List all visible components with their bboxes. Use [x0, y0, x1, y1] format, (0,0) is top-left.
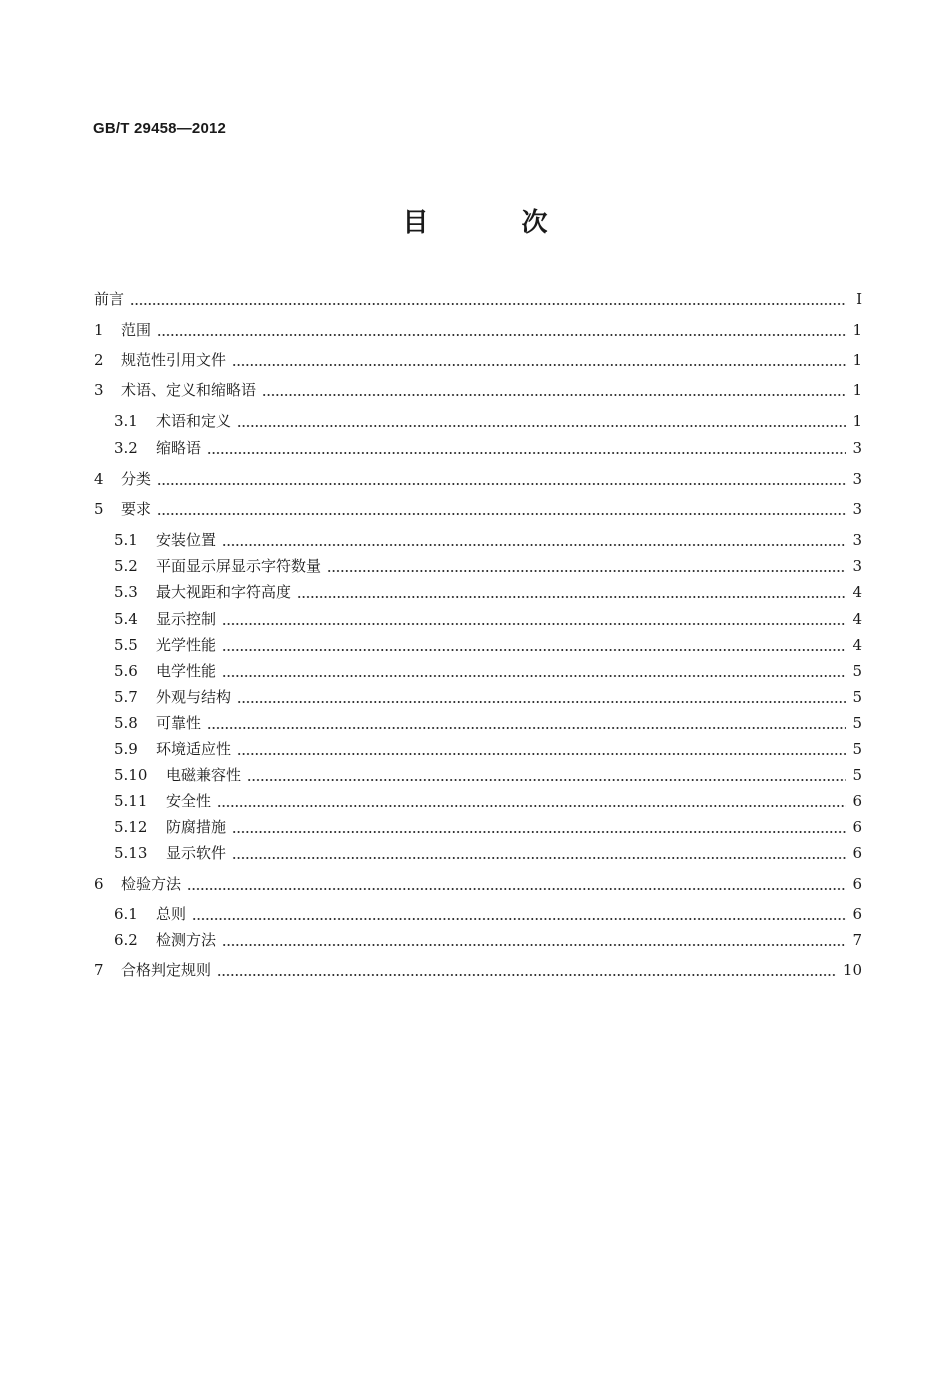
toc-entry[interactable] [94, 378, 862, 400]
toc-entry-number: 5.6 [114, 662, 138, 680]
toc-entry-page-number: 6 [852, 905, 862, 923]
toc-entry[interactable] [114, 685, 862, 707]
toc-entry[interactable] [114, 580, 862, 602]
dot-leader [232, 857, 846, 859]
dot-leader [187, 888, 846, 890]
toc-entry-number: 5.10 [114, 766, 148, 784]
toc-entry[interactable] [114, 737, 862, 759]
toc-entry-number: 3 [94, 381, 104, 399]
toc-entry[interactable] [94, 958, 862, 980]
toc-entry-label: 合格判定规则 [121, 961, 212, 979]
toc-entry[interactable] [114, 659, 862, 681]
standard-code: GB/T 29458—2012 [93, 120, 227, 137]
toc-entry-label: 外观与结构 [156, 688, 232, 706]
toc-entry-page-number: 3 [852, 557, 862, 575]
toc-entry-page-number: Ⅰ [856, 290, 862, 308]
toc-entry[interactable] [94, 318, 862, 340]
dot-leader [207, 727, 846, 729]
toc-entry-label: 防腐措施 [166, 818, 227, 836]
toc-entry-label: 安全性 [166, 792, 212, 810]
dot-leader [192, 918, 846, 920]
toc-entry-number: 6.1 [114, 905, 138, 923]
toc-entry[interactable] [114, 409, 862, 431]
toc-entry-page-number: 7 [852, 931, 862, 949]
toc-entry-number: 6 [94, 875, 104, 893]
dot-leader [217, 805, 846, 807]
dot-leader [222, 675, 846, 677]
toc-entry[interactable] [94, 872, 862, 894]
toc-entry-page-number: 6 [852, 818, 862, 836]
dot-leader [130, 303, 846, 305]
toc-entry-number: 6.2 [114, 931, 138, 949]
toc-entry-number: 5.7 [114, 688, 138, 706]
dot-leader [237, 701, 846, 703]
toc-entry[interactable] [94, 348, 862, 370]
toc-entry-label: 光学性能 [156, 636, 217, 654]
toc-entry-label: 安装位置 [156, 531, 217, 549]
toc-entry-page-number: 1 [852, 351, 862, 369]
toc-entry[interactable] [114, 763, 862, 785]
toc-entry-page-number: 5 [852, 766, 862, 784]
toc-entry-label: 要求 [121, 500, 152, 518]
toc-entry-number: 4 [94, 470, 104, 488]
dot-leader [222, 944, 846, 946]
toc-entry-label: 范围 [121, 321, 152, 339]
toc-entry-number: 5.4 [114, 610, 138, 628]
toc-entry-number: 5.11 [114, 792, 148, 810]
toc-entry-label: 缩略语 [156, 439, 202, 457]
dot-leader [207, 452, 846, 454]
toc-entry-number: 5.1 [114, 531, 138, 549]
dot-leader [247, 779, 846, 781]
toc-entry-label: 环境适应性 [156, 740, 232, 758]
toc-entry[interactable] [114, 841, 862, 863]
dot-leader [157, 513, 846, 515]
toc-entry-page-number: 1 [852, 412, 862, 430]
toc-entry-number: 2 [94, 351, 104, 369]
toc-entry-number: 5.2 [114, 557, 138, 575]
toc-entry[interactable] [114, 902, 862, 924]
dot-leader [222, 623, 846, 625]
toc-entry-number: 1 [94, 321, 104, 339]
dot-leader [297, 596, 846, 598]
toc-entry-page-number: 4 [852, 583, 862, 601]
toc-entry-number: 3.1 [114, 412, 138, 430]
toc-entry[interactable] [114, 633, 862, 655]
dot-leader [237, 753, 846, 755]
dot-leader [222, 544, 846, 546]
dot-leader [222, 649, 846, 651]
toc-entry[interactable] [114, 436, 862, 458]
toc-entry-number: 3.2 [114, 439, 138, 457]
toc-entry[interactable] [114, 528, 862, 550]
toc-entry[interactable] [114, 789, 862, 811]
dot-leader [232, 831, 846, 833]
toc-entry-label: 检验方法 [121, 875, 182, 893]
page-title: 目 次 [402, 208, 590, 238]
toc-entry-label: 检测方法 [156, 931, 217, 949]
toc-entry-page-number: 6 [852, 875, 862, 893]
toc-entry-number: 5.3 [114, 583, 138, 601]
toc-entry[interactable] [114, 928, 862, 950]
toc-entry-label: 可靠性 [156, 714, 202, 732]
toc-entry-number: 5.5 [114, 636, 138, 654]
toc-entry-page-number: 3 [852, 500, 862, 518]
dot-leader [262, 394, 846, 396]
toc-entry-label: 规范性引用文件 [121, 351, 227, 369]
toc-entry-page-number: 6 [852, 844, 862, 862]
toc-entry-page-number: 5 [852, 688, 862, 706]
toc-entry[interactable] [94, 287, 862, 309]
toc-entry-label: 术语和定义 [156, 412, 232, 430]
dot-leader [237, 425, 846, 427]
dot-leader [157, 334, 846, 336]
toc-entry-page-number: 3 [852, 439, 862, 457]
toc-entry-label: 分类 [121, 470, 152, 488]
toc-entry-number: 5.9 [114, 740, 138, 758]
toc-entry-number: 5 [94, 500, 104, 518]
toc-entry-label: 显示软件 [166, 844, 227, 862]
toc-entry-label: 电学性能 [156, 662, 217, 680]
toc-entry-page-number: 1 [852, 381, 862, 399]
toc-entry-page-number: 4 [852, 636, 862, 654]
toc-entry-page-number: 5 [852, 740, 862, 758]
toc-entry[interactable] [114, 711, 862, 733]
toc-entry[interactable] [114, 815, 862, 837]
toc-entry[interactable] [114, 607, 862, 629]
toc-entry[interactable] [94, 497, 862, 519]
toc-entry-page-number: 6 [852, 792, 862, 810]
toc-entry-page-number: 1 [852, 321, 862, 339]
toc-entry-page-number: 3 [852, 531, 862, 549]
toc-entry-label: 最大视距和字符高度 [156, 583, 292, 601]
toc-entry-label: 显示控制 [156, 610, 217, 628]
dot-leader [232, 364, 846, 366]
toc-entry-number: 5.13 [114, 844, 148, 862]
toc-entry-page-number: 4 [852, 610, 862, 628]
dot-leader [327, 570, 846, 572]
toc-entry-number: 5.12 [114, 818, 148, 836]
dot-leader [157, 483, 846, 485]
toc-entry[interactable] [94, 467, 862, 489]
toc-entry-page-number: 5 [852, 714, 862, 732]
toc-entry-label: 电磁兼容性 [166, 766, 242, 784]
toc-entry-label: 前言 [94, 290, 125, 308]
toc-entry-label: 总则 [156, 905, 187, 923]
dot-leader [217, 974, 837, 976]
toc-entry-page-number: 10 [842, 961, 862, 979]
toc-entry-label: 术语、定义和缩略语 [121, 381, 257, 399]
toc-entry-page-number: 3 [852, 470, 862, 488]
toc-entry[interactable] [114, 554, 862, 576]
toc-entry-page-number: 5 [852, 662, 862, 680]
toc-entry-number: 5.8 [114, 714, 138, 732]
toc-entry-number: 7 [94, 961, 104, 979]
toc-entry-label: 平面显示屏显示字符数量 [156, 557, 322, 575]
